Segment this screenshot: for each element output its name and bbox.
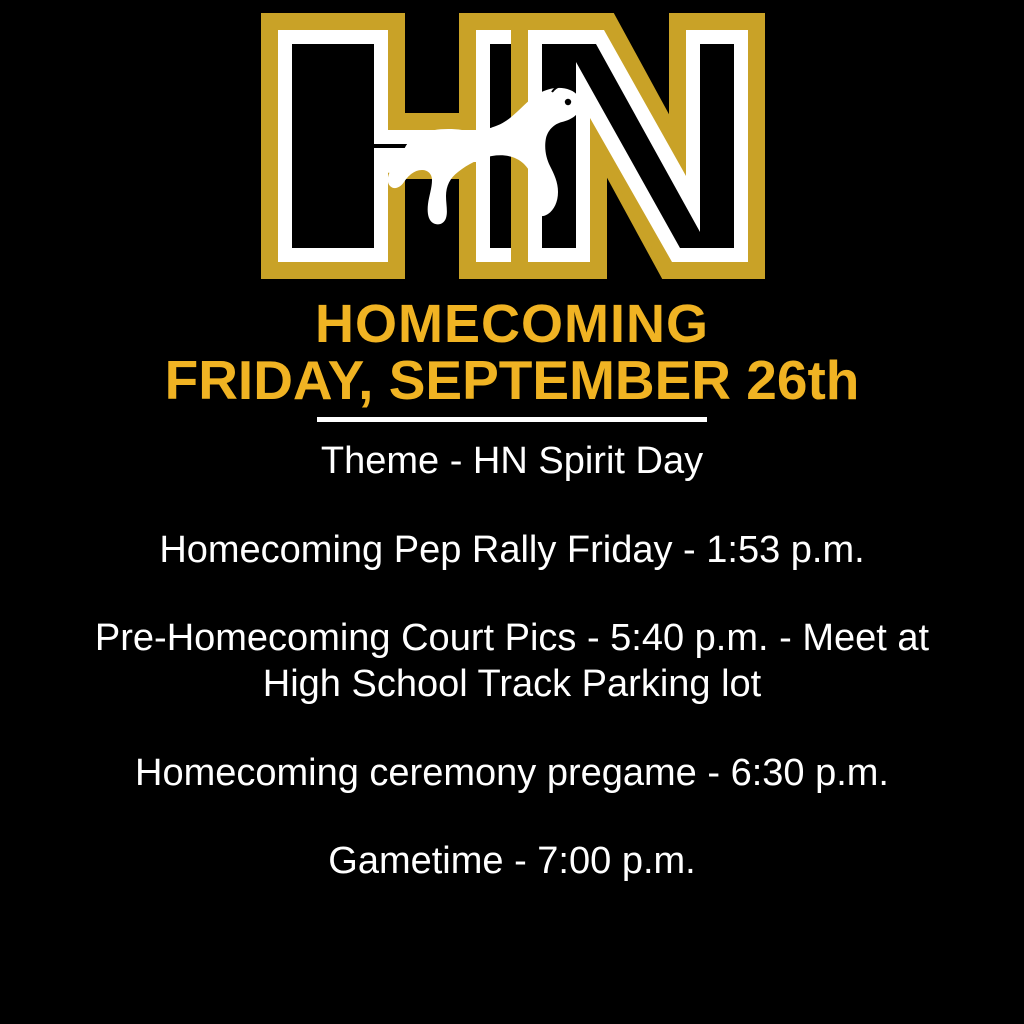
headline-line-2: FRIDAY, SEPTEMBER 26th <box>164 349 860 412</box>
event-ceremony: Homecoming ceremony pregame - 6:30 p.m. <box>135 751 889 794</box>
headline-line-1: HOMECOMING <box>315 294 709 354</box>
event-gametime: Gametime - 7:00 p.m. <box>328 840 696 883</box>
event-court-pics-line-2: High School Track Parking lot <box>262 663 762 706</box>
school-logo <box>252 6 772 296</box>
headline-divider <box>317 417 707 422</box>
theme-text: Theme - HN Spirit Day <box>320 440 704 483</box>
event-pep-rally: Homecoming Pep Rally Friday - 1:53 p.m. <box>159 528 865 571</box>
hn-logo-svg <box>252 6 772 296</box>
event-court-pics-line-1: Pre-Homecoming Court Pics - 5:40 p.m. - Meet at <box>94 617 930 660</box>
headline <box>164 294 860 412</box>
event-list <box>0 436 1024 884</box>
